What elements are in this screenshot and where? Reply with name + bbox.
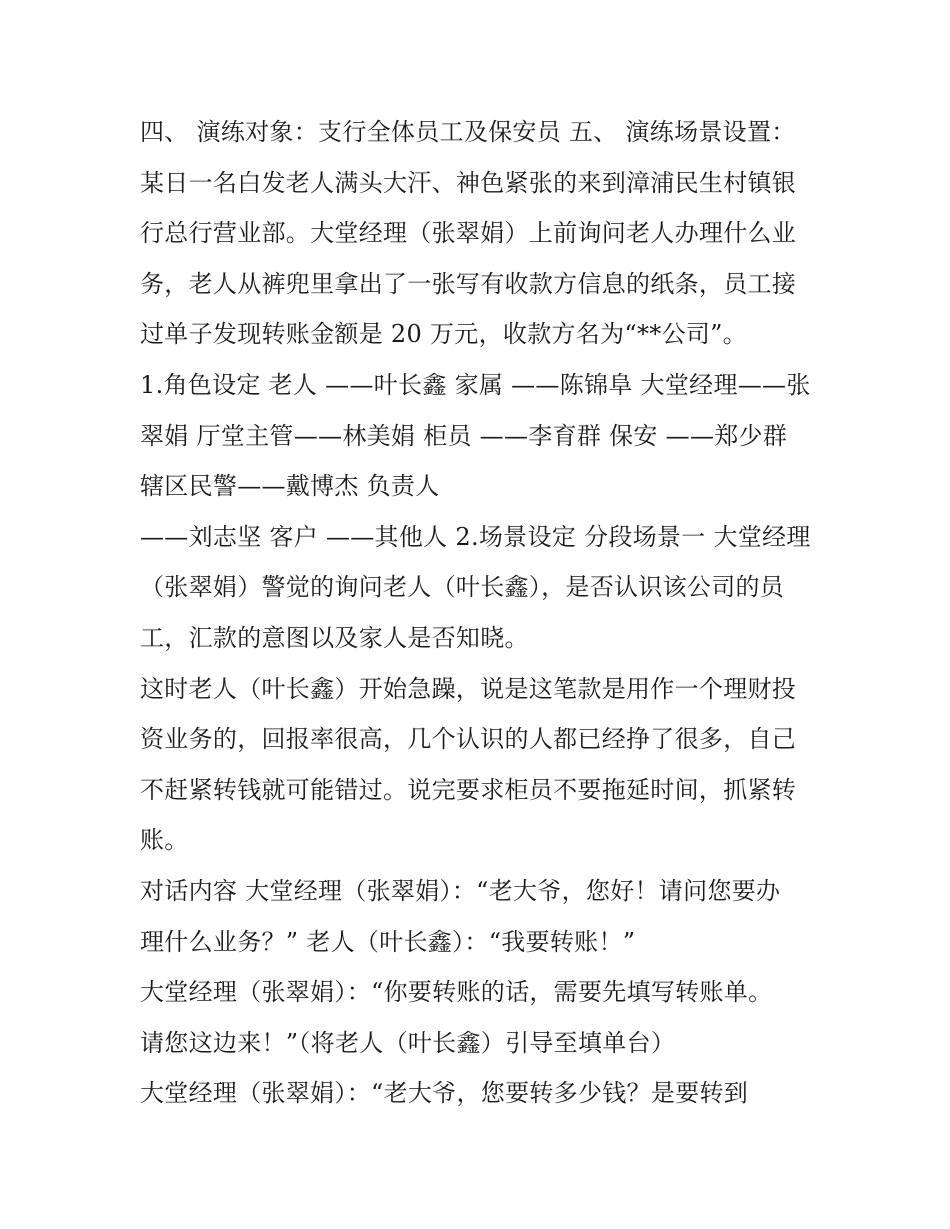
- text-line-3: 行总行营业部。大堂经理（张翠娟）上前询问老人办理什么业: [140, 219, 797, 248]
- text-line-11: 工，汇款的意图以及家人是否知晓。: [140, 623, 529, 652]
- text-line-15: 账。: [140, 826, 189, 855]
- text-line-1: 四、 演练对象：支行全体员工及保安员 五、 演练场景设置：: [140, 118, 796, 146]
- text-line-19: 请您这边来！”（将老人（叶长鑫）引导至填单台）: [140, 1028, 676, 1057]
- text-line-6: 1.角色设定 老人 ——叶长鑫 家属 ——陈锦阜 大堂经理——张: [140, 370, 811, 399]
- document-body: [140, 107, 820, 1119]
- text-line-17: 理什么业务？” 老人（叶长鑫）：“我要转账！”: [140, 927, 636, 956]
- text-line-16: 对话内容 大堂经理（张翠娟）：“老大爷，您好！请问您要办: [140, 876, 781, 905]
- text-line-4: 务，老人从裤兜里拿出了一张写有收款方信息的纸条，员工接: [140, 269, 797, 298]
- text-line-12: 这时老人（叶长鑫）开始急躁，说是这笔款是用作一个理财投: [140, 674, 797, 703]
- text-line-14: 不赶紧转钱就可能错过。说完要求柜员不要拖延时间，抓紧转: [140, 775, 797, 804]
- text-line-2: 某日一名白发老人满头大汗、神色紧张的来到漳浦民生村镇银: [140, 168, 797, 197]
- text-line-13: 资业务的，回报率很高，几个认识的人都已经挣了很多，自己: [140, 725, 797, 754]
- text-line-5: 过单子发现转账金额是 20 万元，收款方名为“**公司”。: [140, 320, 748, 349]
- text-line-8: 辖区民警——戴博杰 负责人: [140, 472, 440, 501]
- text-line-10: （张翠娟）警觉的询问老人（叶长鑫），是否认识该公司的员: [140, 573, 785, 602]
- text-line-20: 大堂经理（张翠娟）：“老大爷，您要转多少钱？是要转到: [140, 1079, 749, 1108]
- text-line-9: ——刘志坚 客户 ——其他人 2.场景设定 分段场景一 大堂经理: [140, 522, 811, 551]
- text-line-7: 翠娟 厅堂主管——林美娟 柜员 ——李育群 保安 ——郑少群: [140, 421, 788, 450]
- text-line-18: 大堂经理（张翠娟）：“你要转账的话，需要先填写转账单。: [140, 978, 773, 1007]
